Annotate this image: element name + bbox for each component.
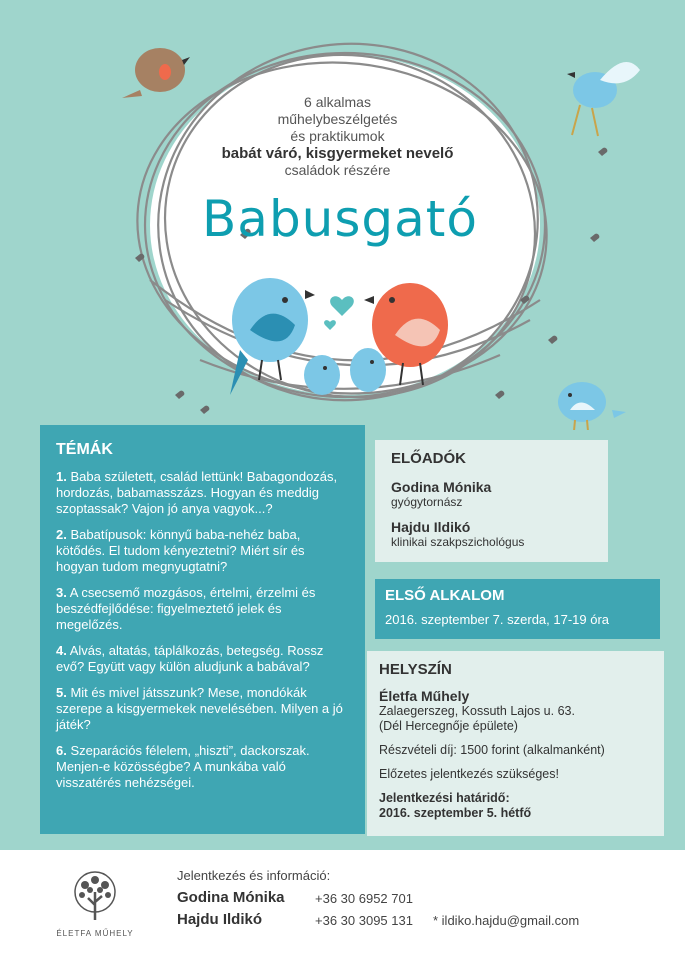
venue-box (367, 651, 664, 836)
venue-fee: Részvételi díj: 1500 forint (alkalmanként) (379, 743, 605, 757)
speaker-role: klinikai szakpszichológus (391, 535, 525, 549)
venue-registration: Előzetes jelentkezés szükséges! (379, 767, 559, 781)
contact-email[interactable]: * ildiko.hajdu@gmail.com (433, 913, 580, 928)
topic-number: 6. (56, 743, 67, 758)
topic-number: 4. (56, 643, 67, 658)
deadline-date: 2016. szeptember 5. hétfő (379, 806, 532, 820)
speakers-box (375, 440, 608, 562)
baby-bird-icon (304, 355, 340, 395)
intro-line: 6 alkalmas (304, 94, 371, 110)
first-session-date: 2016. szeptember 7. szerda, 17-19 óra (385, 612, 610, 627)
topic-item (56, 643, 349, 675)
logo-text: ÉLETFA MŰHELY (56, 929, 134, 938)
topic-item (56, 743, 349, 791)
speakers-heading: ELŐADÓK (391, 450, 466, 467)
speaker-name: Godina Mónika (391, 479, 492, 495)
topics-panel (40, 425, 365, 834)
topic-text: A csecsemő mozgásos, értelmi, érzelmi és beszédfejlődése: figyelmeztető jelek és megelőzés. (56, 585, 316, 632)
venue-name: Életfa Műhely (379, 688, 470, 704)
logo (55, 870, 135, 945)
footer (0, 850, 685, 960)
topic-text: Baba született, család lettünk! Babagondozás, hordozás, babamasszázs. Hogyan és meddig szoptassak? Vajon jó anya vagyok...? (56, 469, 338, 516)
small-bird-icon (558, 382, 626, 430)
intro-line: és praktikumok (290, 128, 385, 144)
intro-line: családok részére (284, 162, 391, 178)
topic-text: Szeparációs félelem, „hiszti”, dackorszak. Menjen-e közösségbe? A munkába való visszatérés nehézségei. (56, 743, 310, 790)
speaker-role: gyógytornász (391, 495, 463, 509)
venue-heading: HELYSZÍN (379, 661, 452, 678)
topic-item (56, 469, 349, 517)
intro-text (180, 94, 495, 179)
topic-number: 2. (56, 527, 67, 542)
venue-address-note: (Dél Hercegnője épülete) (379, 719, 518, 733)
topics-heading: TÉMÁK (56, 441, 113, 458)
flying-bird-icon (567, 62, 640, 136)
tree-icon (70, 870, 120, 922)
deadline-label: Jelentkezési határidő: (379, 791, 510, 805)
contact-heading: Jelentkezés és információ: (177, 868, 331, 883)
speaker-name: Hajdu Ildikó (391, 519, 471, 535)
intro-line: babát váró, kisgyermeket nevelő (221, 145, 454, 162)
baby-bird-icon (350, 348, 386, 392)
topic-item (56, 685, 349, 733)
topic-number: 1. (56, 469, 67, 484)
brown-bird-icon (122, 48, 190, 98)
intro-line: műhelybeszélgetés (277, 111, 398, 127)
topic-item (56, 585, 349, 633)
contact-phone: +36 30 6952 701 (315, 891, 413, 906)
contact-name: Hajdu Ildikó (177, 911, 263, 928)
topic-text: Mit és mivel játsszunk? Mese, mondókák szerepe a kisgyermekek nevelésében. Milyen a jó játék? (56, 685, 343, 732)
topic-item (56, 527, 349, 575)
first-session-box (375, 579, 660, 639)
topic-text: Alvás, altatás, táplálkozás, betegség. Rossz evő? Együtt vagy külön aludjunk a babával? (56, 643, 324, 674)
topic-number: 5. (56, 685, 67, 700)
topic-number: 3. (56, 585, 67, 600)
contact-name: Godina Mónika (177, 889, 285, 906)
contact-phone: +36 30 3095 131 (315, 913, 413, 928)
page-title: Babusgató (202, 190, 478, 248)
first-session-heading: ELSŐ ALKALOM (385, 587, 505, 604)
topic-text: Babatípusok: könnyű baba-nehéz baba, kötődés. El tudom kényeztetni? Miért sír és hogyan tudom megnyugtatni? (56, 527, 305, 574)
venue-address: Zalaegerszeg, Kossuth Lajos u. 63. (379, 704, 575, 718)
